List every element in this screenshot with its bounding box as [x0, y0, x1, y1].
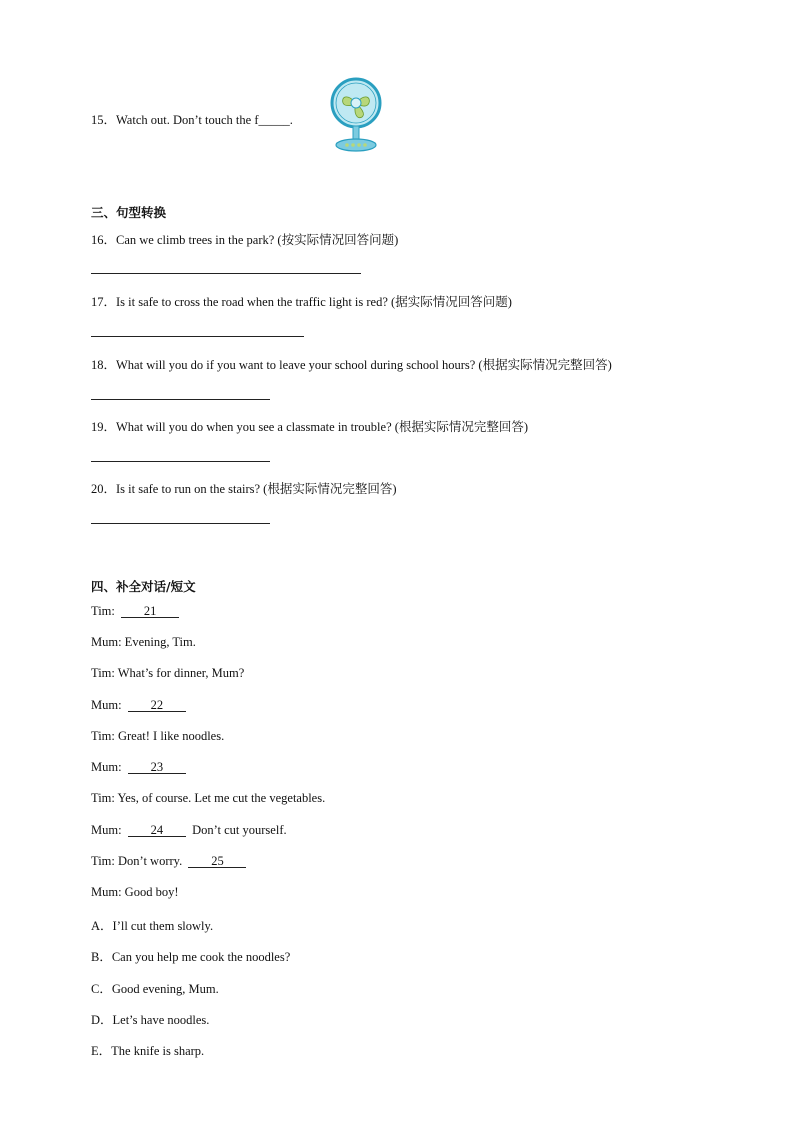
dialogue-line-9: Tim: Don’t worry. 25	[91, 854, 246, 869]
blank-22[interactable]: 22	[128, 699, 186, 712]
answer-line-18[interactable]	[91, 399, 270, 400]
dialogue-line-1: Tim: 21	[91, 604, 179, 619]
option-a: A．I’ll cut them slowly.	[91, 919, 214, 933]
dialogue-line-7: Tim: Yes, of course. Let me cut the vegetables.	[91, 791, 326, 805]
dialogue-line-10: Mum: Good boy!	[91, 885, 179, 899]
blank-24[interactable]: 24	[128, 824, 186, 837]
question-16: 16．Can we climb trees in the park? (按实际情况回答问题)	[91, 233, 399, 247]
question-20: 20．Is it safe to run on the stairs? (根据实际情况完整回答)	[91, 482, 397, 496]
section-3-heading: 三、句型转换	[91, 205, 167, 220]
blank-23[interactable]: 23	[128, 761, 186, 774]
option-e: E．The knife is sharp.	[91, 1044, 205, 1058]
option-b: B．Can you help me cook the noodles?	[91, 950, 291, 964]
question-19: 19．What will you do when you see a classmate in trouble? (根据实际情况完整回答)	[91, 420, 529, 434]
blank-21[interactable]: 21	[121, 605, 179, 618]
answer-line-19[interactable]	[91, 461, 270, 462]
electric-fan-icon	[329, 75, 383, 155]
section-4-heading: 四、补全对话/短文	[91, 579, 196, 594]
blank-25[interactable]: 25	[188, 855, 246, 868]
dialogue-line-3: Tim: What’s for dinner, Mum?	[91, 666, 245, 680]
question-18: 18．What will you do if you want to leave your school during school hours? (根据实际情况完整回答)	[91, 358, 612, 372]
question-15: 15．Watch out. Don’t touch the f_____.	[91, 113, 293, 127]
option-c: C．Good evening, Mum.	[91, 982, 219, 996]
option-d: D．Let’s have noodles.	[91, 1013, 210, 1027]
dialogue-line-8: Mum: 24 Don’t cut yourself.	[91, 823, 287, 837]
answer-line-20[interactable]	[91, 523, 270, 524]
dialogue-line-4: Mum: 22	[91, 698, 186, 713]
answer-line-16[interactable]	[91, 273, 361, 274]
dialogue-line-5: Tim: Great! I like noodles.	[91, 729, 225, 743]
dialogue-line-6: Mum: 23	[91, 760, 186, 775]
answer-line-17[interactable]	[91, 336, 304, 337]
dialogue-line-2: Mum: Evening, Tim.	[91, 635, 196, 649]
question-17: 17．Is it safe to cross the road when the traffic light is red? (据实际情况回答问题)	[91, 295, 512, 309]
